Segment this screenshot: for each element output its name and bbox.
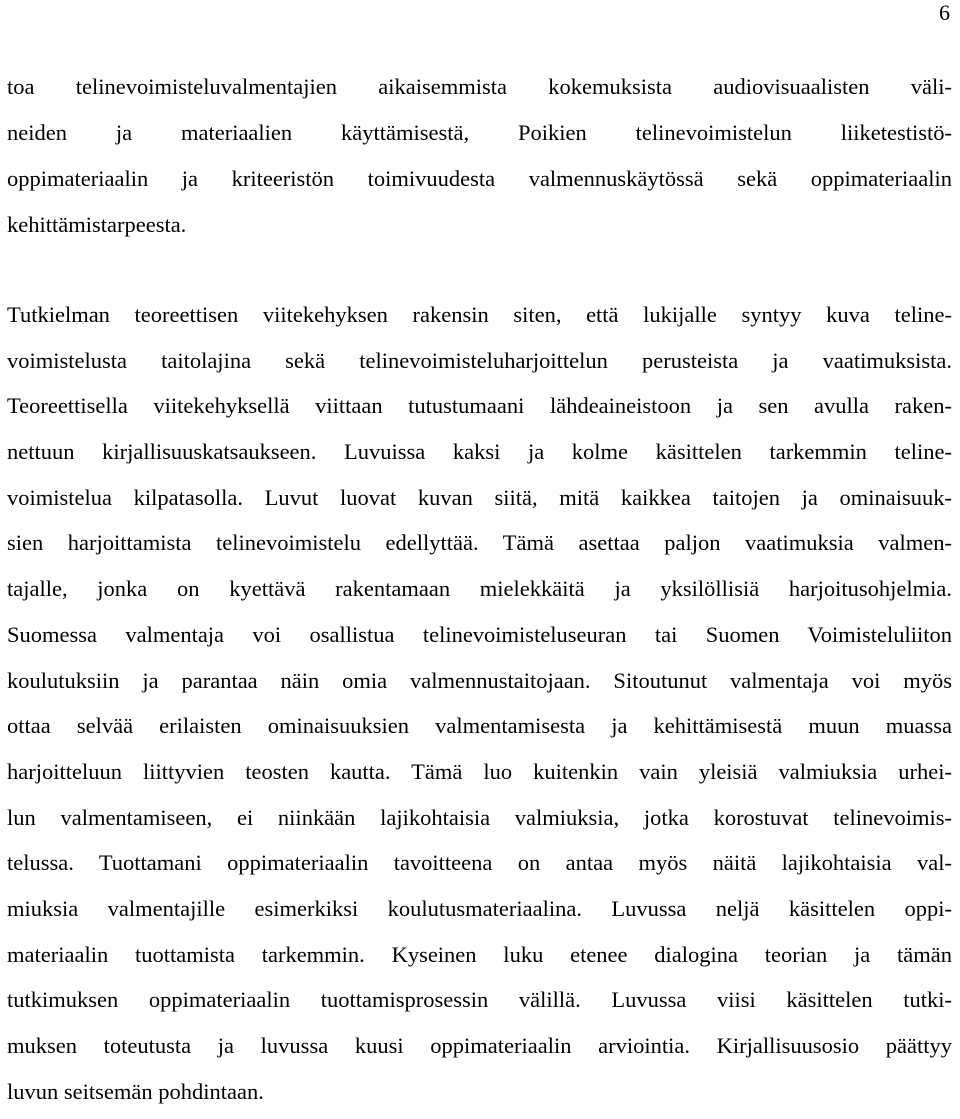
text-line: oppimateriaalin ja kriteeristön toimivuudesta valmennuskäytössä sekä oppimateriaalin — [7, 166, 952, 191]
text-line: neiden ja materiaalien käyttämisestä, Poikien telinevoimistelun liiketestistö- — [7, 120, 952, 145]
text-line: Tutkielman teoreettisen viitekehyksen rakensin siten, että lukijalle syntyy kuva teline- — [7, 302, 952, 327]
text-line: harjoitteluun liittyvien teosten kautta. Tämä luo kuitenkin vain yleisiä valmiuksia urhei- — [7, 758, 952, 784]
text-line: kehittämistarpeesta. — [7, 212, 187, 237]
text-line: ottaa selvää erilaisten ominaisuuksien valmentamisesta ja kehittämisestä muun muassa — [7, 713, 952, 739]
paragraph-structure-overview — [7, 292, 952, 1114]
text-line: voimistelua kilpatasolla. Luvut luovat kuvan siitä, mitä kaikkea taitojen ja ominaisuuk- — [7, 484, 952, 510]
text-line: miuksia valmentajille esimerkiksi koulutusmateriaalina. Luvussa neljä käsittelen oppi- — [7, 895, 952, 921]
text-line: sien harjoittamista telinevoimistelu edellyttää. Tämä asettaa paljon vaatimuksia valmen- — [7, 530, 952, 556]
page-number: 6 — [939, 0, 950, 25]
text-line: luvun seitsemän pohdintaan. — [7, 1078, 264, 1104]
text-line: telussa. Tuottamani oppimateriaalin tavoitteena on antaa myös näitä lajikohtaisia val- — [7, 850, 952, 876]
text-line: Suomessa valmentaja voi osallistua telinevoimisteluseuran tai Suomen Voimisteluliiton — [7, 621, 952, 647]
text-line: voimistelusta taitolajina sekä telinevoimisteluharjoittelun perusteista ja vaatimuksista. — [7, 347, 952, 373]
paragraph-intro-continuation — [7, 64, 952, 248]
text-line: lun valmentamiseen, ei niinkään lajikohtaisia valmiuksia, jotka korostuvat telinevoimis- — [7, 804, 952, 830]
text-line: tajalle, jonka on kyettävä rakentamaan mielekkäitä ja yksilöllisiä harjoitusohjelmia. — [7, 576, 952, 602]
text-line: muksen toteutusta ja luvussa kuusi oppimateriaalin arviointia. Kirjallisuusosio päättyy — [7, 1033, 952, 1058]
text-line: tutkimuksen oppimateriaalin tuottamisprosessin välillä. Luvussa viisi käsittelen tutki- — [7, 987, 952, 1013]
text-line: toa telinevoimisteluvalmentajien aikaisemmista kokemuksista audiovisuaalisten väli- — [7, 74, 952, 99]
text-line: materiaalin tuottamista tarkemmin. Kyseinen luku etenee dialogina teorian ja tämän — [7, 941, 952, 967]
text-line: nettuun kirjallisuuskatsaukseen. Luvuissa kaksi ja kolme käsittelen tarkemmin teline- — [7, 439, 952, 465]
text-line: Teoreettisella viitekehyksellä viittaan tutustumaani lähdeaineistoon ja sen avulla raken- — [7, 393, 952, 419]
text-line: koulutuksiin ja parantaa näin omia valmennustaitojaan. Sitoutunut valmentaja voi myös — [7, 667, 952, 693]
